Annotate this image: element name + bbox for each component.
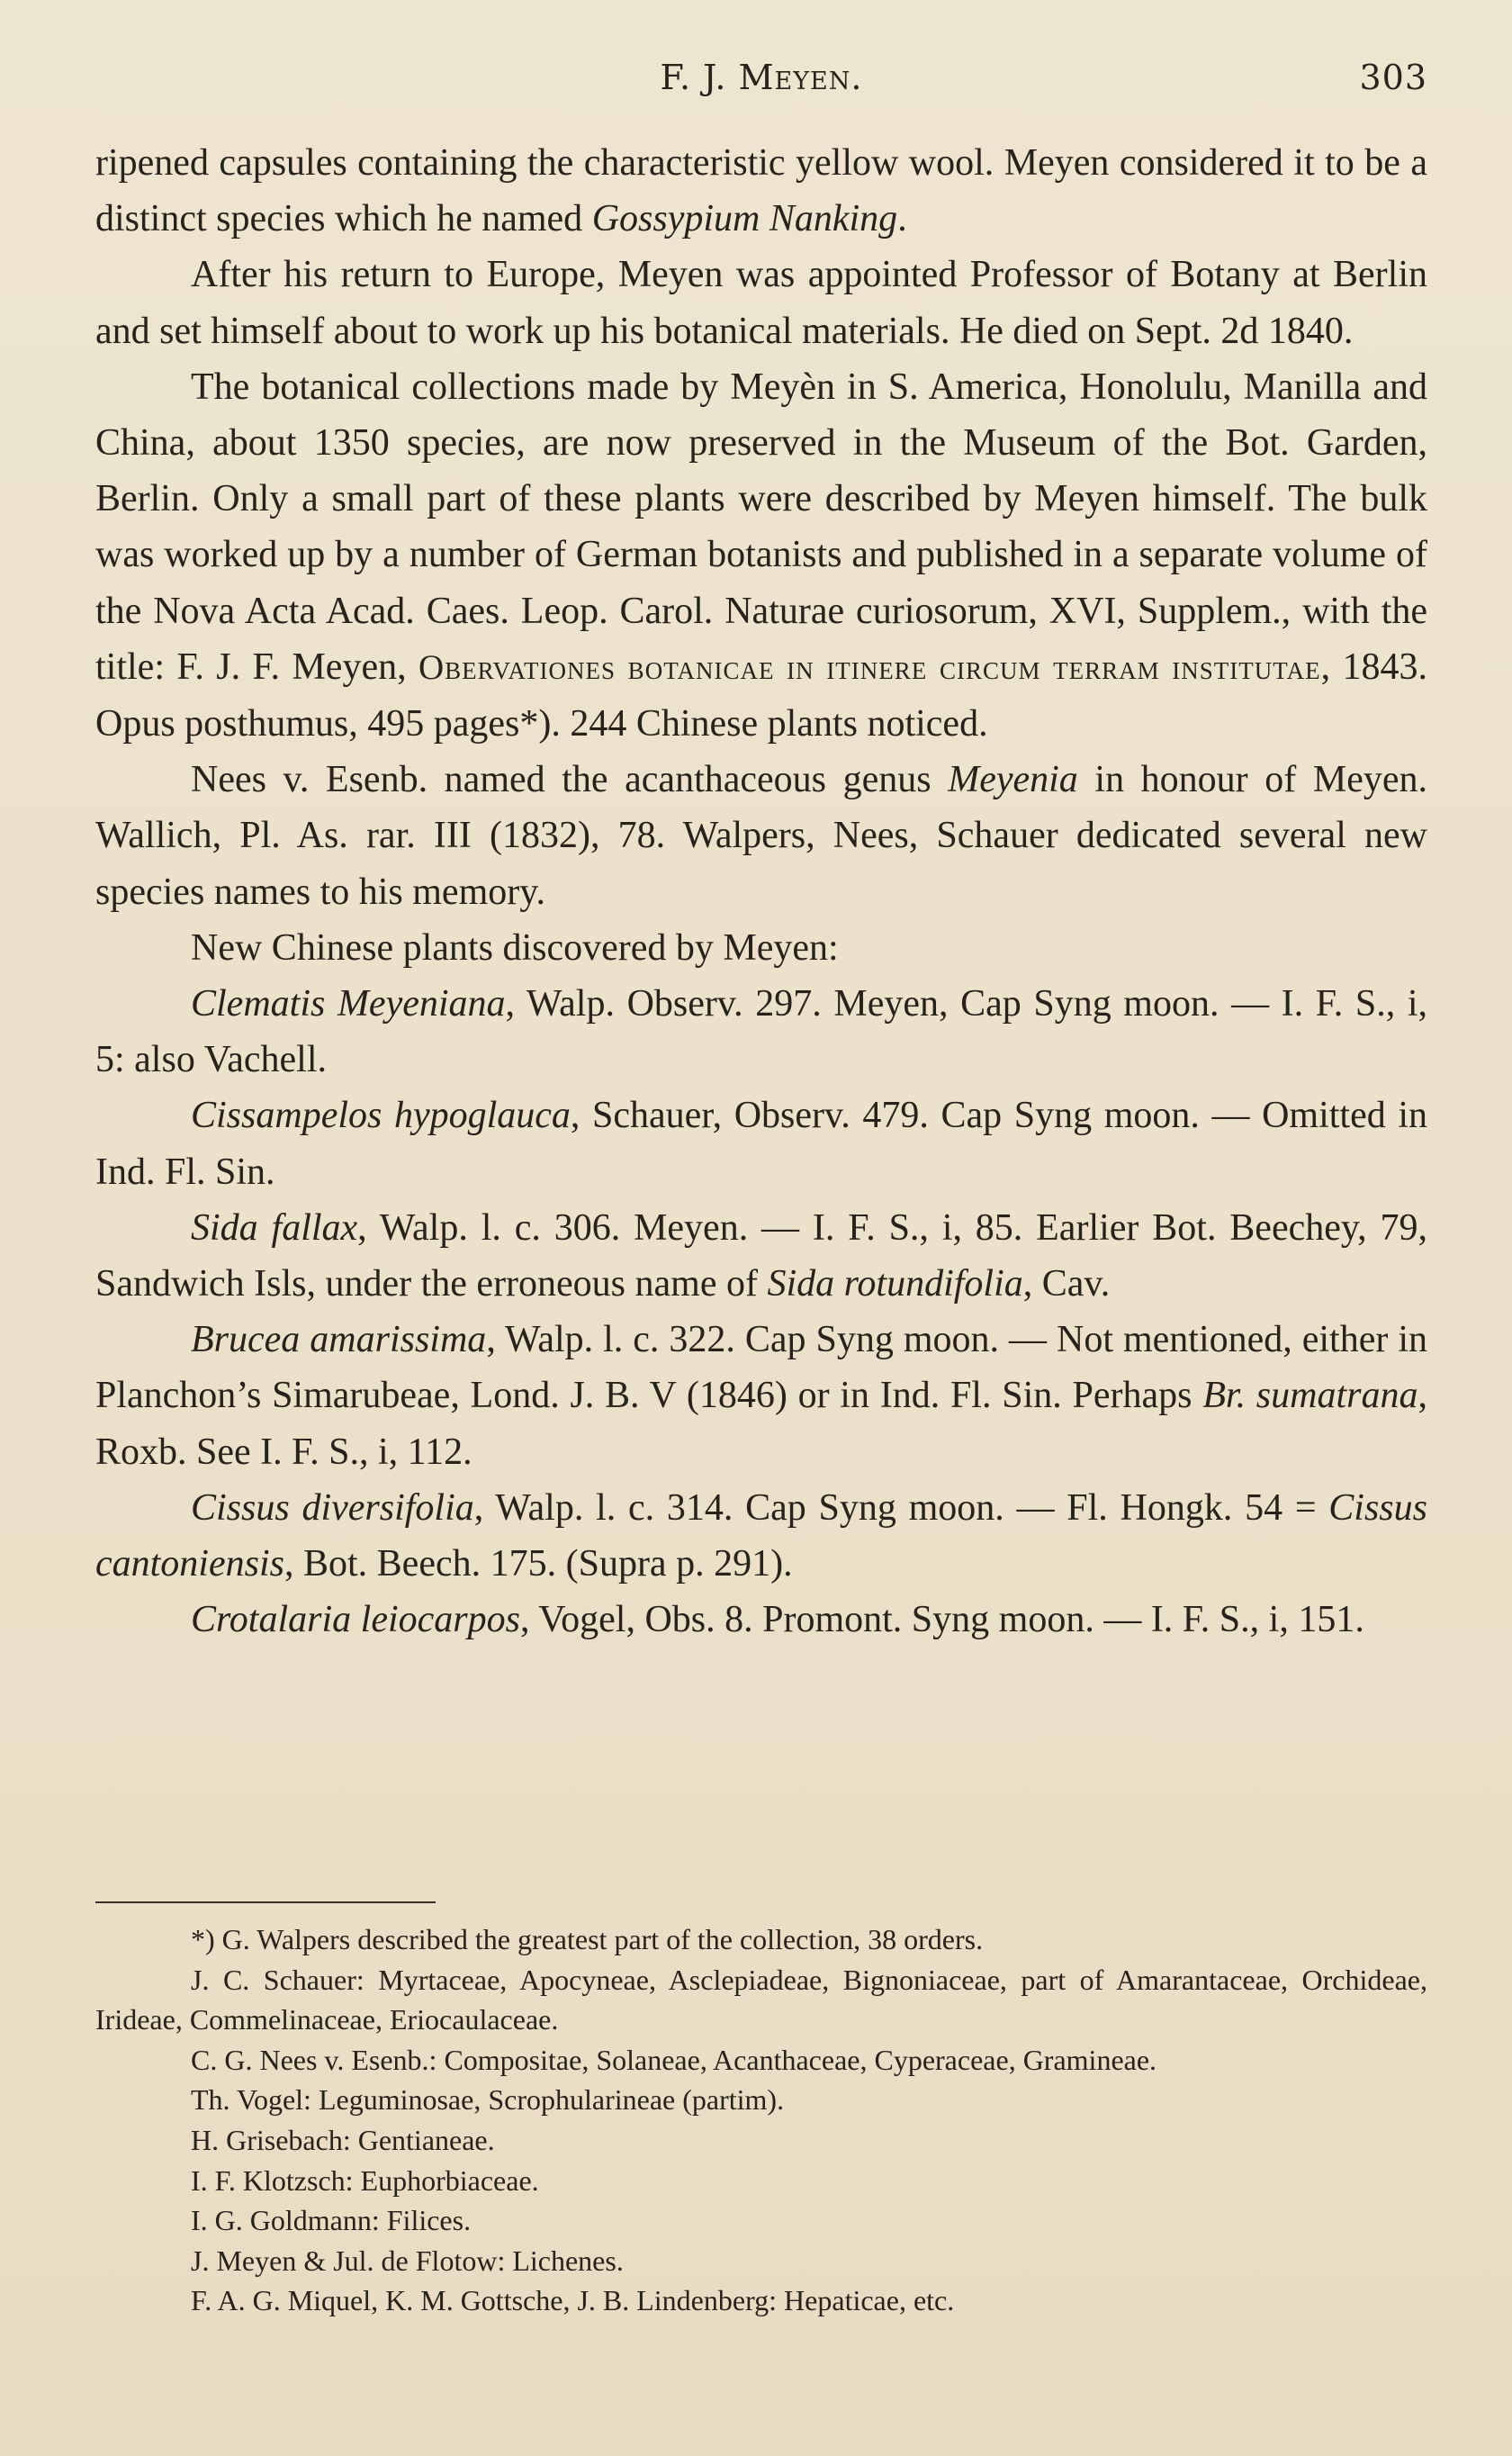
species-entry [95, 1480, 1427, 1592]
paragraph-2: After his return to Europe, Meyen was appointed Professor of Botany at Berlin and set himself about to work up his botanical materials. He died on Sept. 2d 1840. [95, 254, 1427, 352]
species-entry-name: Crotalaria leiocarpos [191, 1599, 520, 1641]
species-entry [95, 1312, 1427, 1480]
paragraph-4-text: Nees v. Esenb. named the acanthaceous genus [191, 759, 949, 801]
species-entry-end: , Bot. Beech. 175. (Supra p. 291). [284, 1543, 793, 1585]
species-entry-end: , Cav. [1022, 1263, 1111, 1305]
species-entry [95, 976, 1427, 1088]
species-entry [95, 1592, 1427, 1648]
work-title: Obervationes botanicae in itinere circum terram institutae [418, 647, 1321, 687]
running-title: F. J. Meyen. [660, 58, 863, 97]
paragraph-1-text: ripened capsules containing the characteristic yellow wool. Meyen considered it to be a distinct species which he named [95, 142, 1427, 240]
species-entry-text: , Walp. l. c. 306. Meyen. — I. F. S., i, 85. Earlier Bot. Beechey, 79, Sandwich Isls, under the erroneous name of [95, 1206, 1427, 1305]
species-entry-end: , Roxb. See I. F. S., i, 112. [95, 1375, 1427, 1473]
species-entry-text: , Vogel, Obs. 8. Promont. Syng moon. — I. F. S., i, 151. [519, 1599, 1364, 1641]
footnote-line: J. C. Schauer: Myrtaceae, Apocyneae, Asclepiadeae, Bignoniaceae, part of Amarantaceae, Orchideae, Irideae, Commelinaceae, Eriocaulaceae. [95, 1963, 1427, 2036]
species-entry-synonym: Sida rotundifolia [767, 1263, 1023, 1305]
species-entry-text: , Walp. l. c. 314. Cap Syng moon. — Fl. Hongk. 54 = [473, 1486, 1329, 1529]
page-number: 303 [1359, 58, 1427, 97]
page-header [95, 58, 1427, 112]
footnote-line: I. G. Goldmann: Filices. [191, 2204, 472, 2237]
species-entry-text: , Schauer, Observ. 479. Cap Syng moon. — Omitted in Ind. Fl. Sin. [95, 1095, 1427, 1193]
footnote-line: J. Meyen & Jul. de Flotow: Lichenes. [191, 2244, 624, 2277]
footnotes [95, 1919, 1427, 2321]
paragraph-4 [95, 752, 1427, 920]
genus-name: Meyenia [948, 759, 1078, 801]
paragraph-1-end: . [897, 198, 907, 240]
paragraph-3 [95, 359, 1427, 752]
species-entry-text: , Walp. l. c. 322. Cap Syng moon. — Not mentioned, either in Planchon’s Simarubeae, Lond. J. B. V (1846) or in Ind. Fl. Sin. Perhaps [95, 1319, 1428, 1417]
species-entry-synonym: Br. sumatrana [1202, 1375, 1418, 1417]
species-entry-text: , Walp. Observ. 297. Meyen, Cap Syng moon. — I. F. S., i, 5: also Vachell. [95, 983, 1427, 1081]
species-entry [95, 1200, 1427, 1312]
footnote-line: Th. Vogel: Leguminosae, Scrophularineae (partim). [191, 2083, 785, 2117]
footnote-line: H. Grisebach: Gentianeae. [191, 2123, 495, 2156]
species-entry-name: Clematis Meyeniana [191, 983, 506, 1025]
species-entry-name: Cissus diversifolia [191, 1486, 474, 1529]
footnote-line: *) G. Walpers described the greatest part of the collection, 38 orders. [191, 1923, 984, 1955]
paragraph-1 [95, 135, 1427, 247]
footnote-line: I. F. Klotzsch: Euphorbiaceae. [191, 2163, 539, 2197]
species-entry-synonym: Cissus cantoniensis [95, 1486, 1427, 1585]
species-entry [95, 1088, 1427, 1199]
species-entry-name: Brucea amarissima [191, 1319, 487, 1361]
paragraph-5: New Chinese plants discovered by Meyen: [191, 926, 839, 969]
paragraph-3-text: The botanical collections made by Meyèn in S. America, Honolulu, Manilla and China, about 1350 species, are now preserved in the Museum of the Bot. Garden, Berlin. Only a small part of these plants were described by Meyen himself. The bulk was worked up by a number of German botanists and published in a separate volume of the Nova Acta Acad. Caes. Leop. Carol. Naturae curiosorum, XVI, Supplem., with the title: F. J. F. Meyen, [95, 366, 1427, 688]
species-entry-name: Sida fallax [191, 1206, 358, 1249]
main-text [95, 135, 1427, 1648]
footnote-rule [95, 1901, 436, 1903]
footnote-line: C. G. Nees v. Esenb.: Compositae, Solaneae, Acanthaceae, Cyperaceae, Gramineae. [191, 2043, 1157, 2076]
paragraph-3-end: , 1843. Opus posthumus, 495 pages*). 244 Chinese plants noticed. [95, 646, 1428, 745]
footnote-line: F. A. G. Miquel, K. M. Gottsche, J. B. Lindenberg: Hepaticae, etc. [191, 2284, 955, 2317]
species-entry-name: Cissampelos hypoglauca [191, 1095, 571, 1137]
paragraph-4-end: in honour of Meyen. Wallich, Pl. As. rar. III (1832), 78. Walpers, Nees, Schauer dedicated several new species names to his memory. [95, 759, 1427, 913]
species-name: Gossypium Nanking [591, 198, 898, 240]
